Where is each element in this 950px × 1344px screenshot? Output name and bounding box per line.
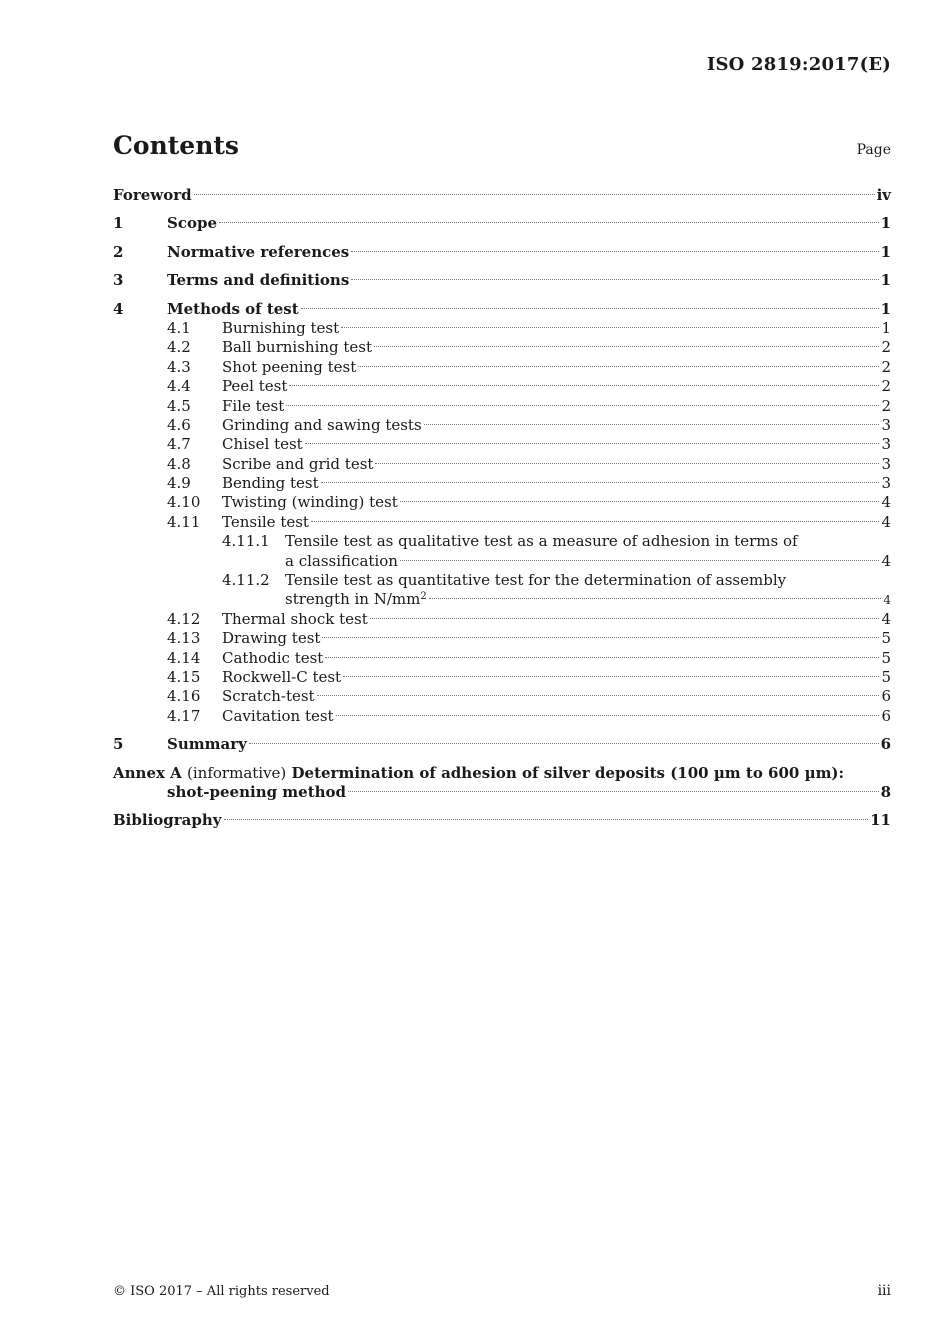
- toc-page-number: 4: [881, 512, 891, 531]
- dot-leader: [286, 405, 879, 406]
- toc-section-number: 4.4: [167, 377, 191, 396]
- dot-leader: [194, 194, 875, 195]
- toc-section-number: 5: [113, 735, 124, 754]
- toc-section-number: 4.13: [167, 629, 201, 648]
- toc-page-number: 1: [881, 318, 891, 337]
- toc-page-number: 4: [881, 551, 891, 570]
- toc-entry-text: Grinding and sawing tests: [222, 415, 422, 434]
- toc-section-number: 4.8: [167, 454, 191, 473]
- toc-page-number: 5: [881, 667, 891, 686]
- toc-page-number: 1: [880, 214, 891, 233]
- dot-leader: [370, 618, 880, 619]
- toc-entry-scope[interactable]: [113, 214, 891, 233]
- toc-page-number: 1: [880, 242, 891, 261]
- toc-entry-annex-a-continued[interactable]: [113, 783, 891, 802]
- toc-page-number: 2: [881, 357, 891, 376]
- toc-entry-peel-test[interactable]: [113, 377, 891, 396]
- toc-entry-text: Twisting (winding) test: [222, 493, 398, 512]
- toc-entry-text: Scribe and grid test: [222, 454, 374, 473]
- toc-page-number: 8: [880, 782, 891, 801]
- dot-leader: [400, 560, 880, 561]
- dot-leader: [321, 482, 880, 483]
- toc-section-number: 4.7: [167, 435, 191, 454]
- toc-entry-twisting-test[interactable]: [113, 493, 891, 512]
- toc-section-number: 4.11.2: [222, 571, 270, 590]
- dot-leader: [343, 676, 879, 677]
- dot-leader: [224, 819, 869, 820]
- annex-label: Annex A: [113, 763, 182, 782]
- page-title: Contents: [113, 131, 240, 160]
- dot-leader: [322, 637, 879, 638]
- toc-page-number: 6: [880, 735, 891, 754]
- copyright-notice: © ISO 2017 – All rights reserved: [113, 1284, 330, 1299]
- toc-entry-cathodic-test[interactable]: [113, 649, 891, 668]
- toc-section-number: 4.6: [167, 415, 191, 434]
- toc-page-number: 3: [881, 415, 891, 434]
- toc-section-number: 4: [113, 299, 124, 318]
- dot-leader: [249, 743, 879, 744]
- toc-entry-tensile-quantitative-continued[interactable]: [113, 590, 891, 609]
- toc-entry-text: Bibliography: [113, 811, 222, 830]
- toc-entry-file-test[interactable]: [113, 397, 891, 416]
- toc-section-number: 4.3: [167, 357, 191, 376]
- toc-entry-text: Foreword: [113, 186, 192, 204]
- toc-entry-text: [285, 590, 427, 609]
- dot-leader: [311, 521, 880, 522]
- superscript: 2: [420, 591, 427, 603]
- toc-entry-drawing-test[interactable]: [113, 629, 891, 648]
- dot-leader: [351, 279, 878, 280]
- toc-entry-bending-test[interactable]: [113, 474, 891, 493]
- toc-entry-annex-a[interactable]: [113, 764, 891, 783]
- toc-entry-text: Shot peening test: [222, 357, 357, 376]
- toc-entry-tensile-qualitative[interactable]: [113, 532, 891, 551]
- dot-leader: [317, 695, 880, 696]
- dot-leader: [351, 251, 878, 252]
- toc-page-number: 11: [870, 811, 891, 830]
- toc-page-number: iv: [876, 186, 891, 204]
- dot-leader: [219, 222, 879, 223]
- toc-entry-text: File test: [222, 396, 285, 415]
- toc-entry-ball-burnishing-test[interactable]: [113, 338, 891, 357]
- toc-entry-chisel-test[interactable]: [113, 435, 891, 454]
- toc-entry-bibliography[interactable]: [113, 811, 891, 830]
- toc-entry-text: shot-peening method: [167, 782, 347, 801]
- toc-section-number: 4.17: [167, 706, 201, 725]
- dot-leader: [429, 598, 882, 599]
- dot-leader: [305, 443, 880, 444]
- toc-section-number: 4.12: [167, 609, 201, 628]
- toc-entry-text: Rockwell-C test: [222, 667, 342, 686]
- toc-entry-terms-and-definitions[interactable]: [113, 271, 891, 290]
- toc-page-number: 1: [880, 271, 891, 290]
- toc-entry-text: Bending test: [222, 474, 319, 493]
- toc-entry-text: Burnishing test: [222, 318, 340, 337]
- page-column-label: Page: [856, 142, 891, 158]
- dot-leader: [301, 308, 879, 309]
- toc-section-number: 2: [113, 242, 124, 261]
- dot-leader: [374, 346, 879, 347]
- toc-entry-text: Tensile test as quantitative test for the determination of assembly: [285, 571, 787, 590]
- table-of-contents: [113, 186, 891, 831]
- toc-entry-text: Tensile test: [222, 512, 309, 531]
- toc-entry-text: Thermal shock test: [222, 609, 368, 628]
- toc-page-number: 3: [881, 474, 891, 493]
- dot-leader: [400, 501, 880, 502]
- toc-entry-methods-of-test[interactable]: [113, 300, 891, 319]
- dot-leader: [341, 327, 879, 328]
- dot-leader: [424, 424, 880, 425]
- toc-page-number: 4: [883, 593, 891, 608]
- toc-section-number: 1: [113, 214, 124, 233]
- dot-leader: [325, 657, 879, 658]
- toc-entry-text: Drawing test: [222, 629, 321, 648]
- toc-section-number: 4.1: [167, 318, 191, 337]
- toc-section-number: 4.11.1: [222, 532, 270, 551]
- annex-qualifier: (informative): [187, 763, 287, 782]
- toc-entry-text: Terms and definitions: [167, 271, 350, 290]
- toc-entry-text: Scratch-test: [222, 687, 315, 706]
- toc-entry-text: Cathodic test: [222, 648, 324, 667]
- toc-page-number: 6: [881, 687, 891, 706]
- toc-section-number: 3: [113, 271, 124, 290]
- toc-section-number: 4.2: [167, 338, 191, 357]
- toc-entry-tensile-qualitative-continued[interactable]: [113, 552, 891, 571]
- document-code: ISO 2819:2017(E): [706, 54, 891, 75]
- toc-entry-text: Ball burnishing test: [222, 338, 373, 357]
- toc-page-number: 4: [881, 493, 891, 512]
- toc-entry-text: Tensile test as qualitative test as a measure of adhesion in terms of: [285, 532, 798, 551]
- toc-entry-foreword[interactable]: [113, 186, 891, 205]
- toc-entry-rockwell-c-test[interactable]: [113, 668, 891, 687]
- toc-entry-text: Normative references: [167, 242, 350, 261]
- toc-entry-summary[interactable]: [113, 735, 891, 754]
- toc-page-number: 3: [881, 435, 891, 454]
- dot-leader: [375, 463, 879, 464]
- toc-entry-text: Chisel test: [222, 435, 303, 454]
- toc-page-number: 1: [880, 299, 891, 318]
- toc-section-number: 4.11: [167, 512, 201, 531]
- toc-entry-tensile-test[interactable]: [113, 513, 891, 532]
- toc-page-number: 3: [881, 454, 891, 473]
- dot-leader: [289, 385, 879, 386]
- toc-entry-thermal-shock-test[interactable]: [113, 610, 891, 629]
- toc-entry-shot-peening-test[interactable]: [113, 358, 891, 377]
- toc-page-number: 5: [881, 648, 891, 667]
- toc-section-number: 4.5: [167, 396, 191, 415]
- toc-entry-text: a classification: [285, 551, 398, 570]
- toc-entry-text: Scope: [167, 214, 218, 233]
- toc-page-number: 2: [881, 338, 891, 357]
- toc-section-number: 4.10: [167, 493, 201, 512]
- toc-entry-text: Peel test: [222, 377, 288, 396]
- toc-page-number: 6: [881, 706, 891, 725]
- toc-entry-burnishing-test[interactable]: [113, 319, 891, 338]
- dot-leader: [358, 366, 879, 367]
- toc-entry-scratch-test[interactable]: [113, 687, 891, 706]
- dot-leader: [336, 715, 880, 716]
- toc-section-number: 4.16: [167, 687, 201, 706]
- toc-entry-text-main: strength in N/mm: [285, 590, 421, 609]
- toc-entry-scribe-and-grid-test[interactable]: [113, 455, 891, 474]
- toc-entry-text: Summary: [167, 735, 247, 754]
- toc-page-number: 2: [881, 377, 891, 396]
- toc-entry-cavitation-test[interactable]: [113, 707, 891, 726]
- toc-section-number: 4.15: [167, 667, 201, 686]
- toc-entry-grinding-and-sawing-tests[interactable]: [113, 416, 891, 435]
- toc-section-number: 4.14: [167, 648, 201, 667]
- toc-page-number: 5: [881, 629, 891, 648]
- page-number: iii: [877, 1283, 891, 1299]
- toc-entry-text: Methods of test: [167, 299, 299, 318]
- toc-entry-normative-references[interactable]: [113, 243, 891, 262]
- dot-leader: [348, 791, 879, 792]
- toc-page-number: 4: [881, 609, 891, 628]
- toc-entry-text: Determination of adhesion of silver deposits (100 µm to 600 µm):: [291, 763, 845, 782]
- toc-entry-text: Cavitation test: [222, 706, 334, 725]
- toc-entry-tensile-quantitative[interactable]: [113, 571, 891, 590]
- toc-section-number: 4.9: [167, 474, 191, 493]
- toc-page-number: 2: [881, 396, 891, 415]
